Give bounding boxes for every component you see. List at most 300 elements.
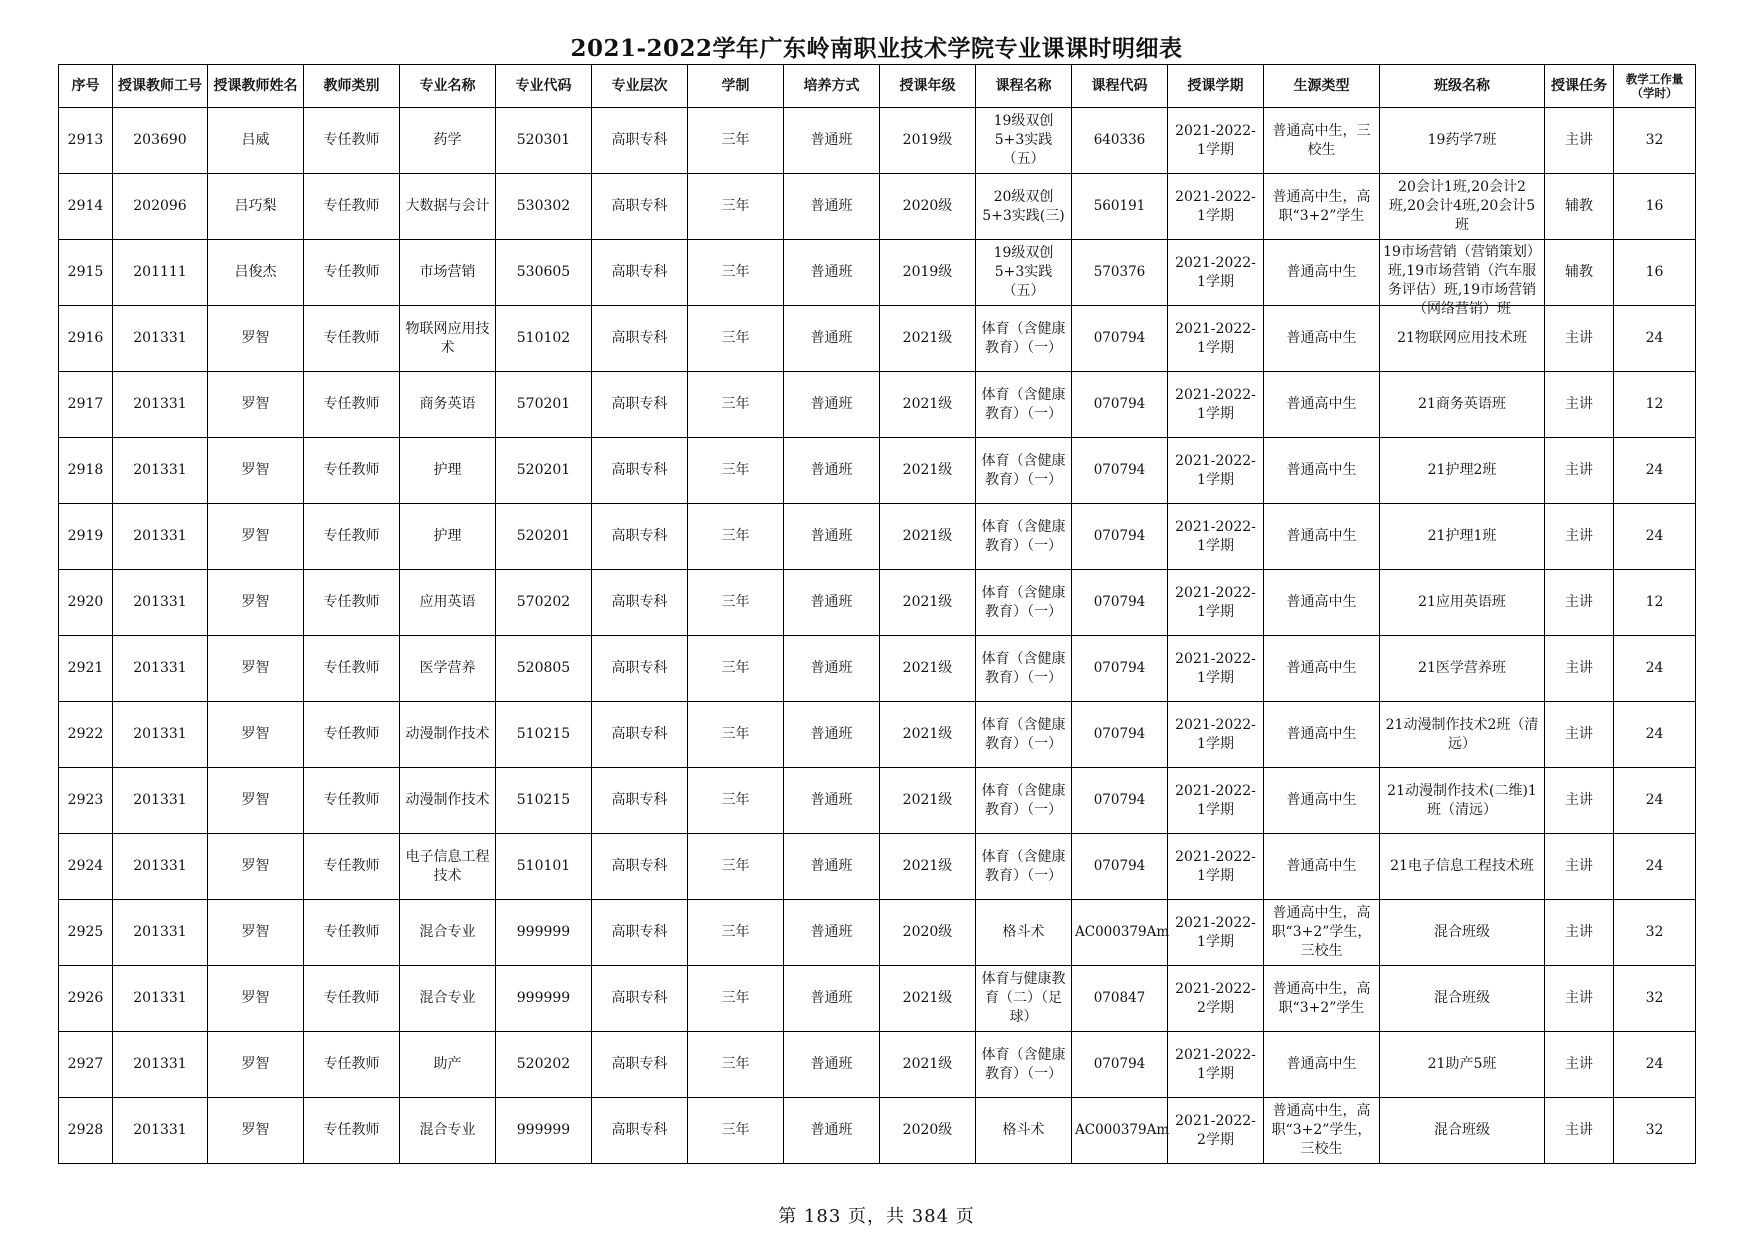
semester-cell bbox=[1168, 306, 1264, 372]
major-code-cell bbox=[496, 768, 592, 834]
teacher-id-cell bbox=[113, 570, 208, 636]
major-name-cell bbox=[400, 240, 496, 306]
cell-text: 201331 bbox=[133, 462, 187, 478]
cell-text: AC000379Am bbox=[1075, 1122, 1170, 1138]
major-code-cell bbox=[496, 372, 592, 438]
semester-cell bbox=[1168, 900, 1264, 966]
cell-text: 16 bbox=[1645, 198, 1664, 214]
table-row bbox=[59, 1098, 1696, 1164]
course-code-cell bbox=[1072, 240, 1168, 306]
teacher-type-cell bbox=[304, 636, 400, 702]
teacher-id-cell bbox=[113, 900, 208, 966]
cell-text: 混合班级 bbox=[1434, 1122, 1490, 1138]
cell-text: 2021级 bbox=[902, 858, 953, 874]
teacher-name-cell bbox=[208, 240, 304, 306]
cell-text: 主讲 bbox=[1565, 924, 1593, 940]
major-code-cell bbox=[496, 966, 592, 1032]
class-name-cell bbox=[1380, 570, 1545, 636]
training-mode-cell bbox=[784, 504, 880, 570]
class-name-cell bbox=[1380, 108, 1545, 174]
major-code-cell bbox=[496, 900, 592, 966]
cell-text: 20会计1班,20会计2班,20会计4班,20会计5班 bbox=[1388, 179, 1536, 233]
course-name-cell bbox=[976, 372, 1072, 438]
cell-text: 混合专业 bbox=[419, 924, 476, 940]
teacher-type-cell bbox=[304, 570, 400, 636]
cell-text: 普通班 bbox=[810, 264, 853, 280]
student-source-cell bbox=[1264, 372, 1380, 438]
grade-cell bbox=[880, 1098, 976, 1164]
task-cell bbox=[1545, 240, 1614, 306]
course-name-cell bbox=[976, 174, 1072, 240]
teacher-type-cell bbox=[304, 834, 400, 900]
table-row bbox=[59, 174, 1696, 240]
training-mode-cell bbox=[784, 174, 880, 240]
course-code-cell bbox=[1072, 438, 1168, 504]
major-code-cell bbox=[496, 834, 592, 900]
cell-text: 体育（含健康教育）（一） bbox=[981, 452, 1066, 488]
table-row bbox=[59, 570, 1696, 636]
cell-text: 高职专科 bbox=[611, 660, 668, 676]
cell-text: 520201 bbox=[516, 462, 571, 478]
cell-text: 罗智 bbox=[241, 858, 270, 874]
semester-cell bbox=[1168, 174, 1264, 240]
workload-cell bbox=[1614, 240, 1696, 306]
cell-text: 2021级 bbox=[902, 990, 953, 1006]
cell-text: 主讲 bbox=[1565, 726, 1593, 742]
cell-text: 201331 bbox=[133, 792, 187, 808]
cell-text: 普通高中生，三校生 bbox=[1272, 122, 1371, 158]
cell-text: 物联网应用技术 bbox=[405, 320, 490, 356]
duration-cell bbox=[688, 702, 784, 768]
cell-text: 21护理2班 bbox=[1427, 462, 1497, 478]
training-mode-cell bbox=[784, 768, 880, 834]
cell-text: 520202 bbox=[516, 1056, 571, 1072]
cell-text: 罗智 bbox=[241, 990, 270, 1006]
course-name-cell bbox=[976, 966, 1072, 1032]
seq-cell bbox=[59, 966, 113, 1032]
teacher-name-cell bbox=[208, 834, 304, 900]
cell-text: 专任教师 bbox=[323, 330, 380, 346]
cell-text: 三年 bbox=[721, 1056, 750, 1072]
cell-text: 24 bbox=[1645, 858, 1664, 874]
cell-text: 专任教师 bbox=[323, 594, 380, 610]
cell-text: 罗智 bbox=[241, 330, 270, 346]
cell-text: 070794 bbox=[1093, 528, 1146, 544]
teacher-id-cell bbox=[113, 1098, 208, 1164]
duration-cell bbox=[688, 504, 784, 570]
major-code-cell bbox=[496, 108, 592, 174]
cell-text: 辅教 bbox=[1565, 264, 1593, 280]
cell-text: 专任教师 bbox=[323, 198, 380, 214]
duration-cell bbox=[688, 438, 784, 504]
seq-cell bbox=[59, 306, 113, 372]
cell-text: 医学营养 bbox=[419, 660, 476, 676]
grade-cell bbox=[880, 900, 976, 966]
teacher-id-cell bbox=[113, 702, 208, 768]
cell-text: 24 bbox=[1645, 462, 1664, 478]
cell-text: 201331 bbox=[133, 594, 187, 610]
cell-text: 大数据与会计 bbox=[405, 198, 490, 214]
cell-text: 主讲 bbox=[1565, 528, 1593, 544]
cell-text: 普通高中生，高职“3+2”学生 bbox=[1272, 188, 1371, 224]
cell-text: 普通班 bbox=[810, 924, 853, 940]
workload-cell bbox=[1614, 306, 1696, 372]
cell-text: 三年 bbox=[721, 660, 750, 676]
cell-text: 三年 bbox=[721, 528, 750, 544]
cell-text: 24 bbox=[1645, 330, 1664, 346]
class-name-cell bbox=[1380, 768, 1545, 834]
workload-cell bbox=[1614, 570, 1696, 636]
training-mode-cell bbox=[784, 108, 880, 174]
workload-cell bbox=[1614, 1098, 1696, 1164]
task-cell bbox=[1545, 174, 1614, 240]
cell-text: 普通班 bbox=[810, 1056, 853, 1072]
cell-text: 格斗术 bbox=[1002, 924, 1045, 940]
cell-text: 普通高中生 bbox=[1286, 726, 1357, 742]
course-name-cell bbox=[976, 438, 1072, 504]
cell-text: 普通高中生，高职“3+2”学生，三校生 bbox=[1271, 1103, 1372, 1157]
column-header: 教师类别 bbox=[304, 65, 400, 108]
grade-cell bbox=[880, 174, 976, 240]
cell-text: 三年 bbox=[721, 858, 750, 874]
cell-text: 混合专业 bbox=[419, 990, 476, 1006]
major-level-cell bbox=[592, 834, 688, 900]
grade-cell bbox=[880, 966, 976, 1032]
table-row bbox=[59, 108, 1696, 174]
cell-text: 高职专科 bbox=[611, 1122, 668, 1138]
course-name-cell bbox=[976, 306, 1072, 372]
cell-text: 三年 bbox=[721, 330, 750, 346]
cell-text: 普通班 bbox=[810, 132, 853, 148]
cell-text: 2914 bbox=[67, 198, 104, 214]
cell-text: 32 bbox=[1645, 1122, 1664, 1138]
cell-text: 2927 bbox=[67, 1056, 104, 1072]
seq-cell bbox=[59, 438, 113, 504]
duration-cell bbox=[688, 966, 784, 1032]
cell-text: 罗智 bbox=[241, 792, 270, 808]
cell-text: 主讲 bbox=[1565, 132, 1593, 148]
course-code-cell bbox=[1072, 636, 1168, 702]
cell-text: 主讲 bbox=[1565, 594, 1593, 610]
major-level-cell bbox=[592, 372, 688, 438]
teacher-id-cell bbox=[113, 768, 208, 834]
column-header: 序号 bbox=[59, 65, 113, 108]
cell-text: 混合班级 bbox=[1434, 924, 1490, 940]
cell-text: 主讲 bbox=[1565, 1122, 1593, 1138]
major-level-cell bbox=[592, 174, 688, 240]
cell-text: 070794 bbox=[1093, 858, 1146, 874]
cell-text: 三年 bbox=[721, 792, 750, 808]
teacher-id-cell bbox=[113, 966, 208, 1032]
grade-cell bbox=[880, 372, 976, 438]
teacher-name-cell bbox=[208, 966, 304, 1032]
cell-text: 2916 bbox=[67, 330, 104, 346]
semester-cell bbox=[1168, 702, 1264, 768]
cell-text: 12 bbox=[1645, 396, 1664, 412]
cell-text: 普通班 bbox=[810, 528, 853, 544]
teacher-type-cell bbox=[304, 966, 400, 1032]
major-name-cell bbox=[400, 570, 496, 636]
course-code-cell bbox=[1072, 900, 1168, 966]
course-code-cell bbox=[1072, 768, 1168, 834]
teacher-type-cell bbox=[304, 438, 400, 504]
grade-cell bbox=[880, 1032, 976, 1098]
major-name-cell bbox=[400, 1032, 496, 1098]
cell-text: 普通班 bbox=[810, 462, 853, 478]
cell-text: 吕巧梨 bbox=[234, 198, 277, 214]
workload-cell bbox=[1614, 174, 1696, 240]
course-name-cell bbox=[976, 1098, 1072, 1164]
column-header: 课程名称 bbox=[976, 65, 1072, 108]
cell-text: 570376 bbox=[1093, 264, 1146, 280]
course-code-cell bbox=[1072, 702, 1168, 768]
cell-text: 高职专科 bbox=[611, 1056, 668, 1072]
major-name-cell bbox=[400, 768, 496, 834]
major-level-cell bbox=[592, 570, 688, 636]
cell-text: 2021-2022-1学期 bbox=[1175, 914, 1256, 950]
seq-cell bbox=[59, 570, 113, 636]
teacher-name-cell bbox=[208, 768, 304, 834]
major-code-cell bbox=[496, 636, 592, 702]
task-cell bbox=[1545, 372, 1614, 438]
student-source-cell bbox=[1264, 174, 1380, 240]
major-name-cell bbox=[400, 636, 496, 702]
cell-text: 2020级 bbox=[902, 924, 953, 940]
major-level-cell bbox=[592, 108, 688, 174]
cell-text: 市场营销 bbox=[419, 264, 476, 280]
cell-text: 三年 bbox=[721, 462, 750, 478]
teacher-name-cell bbox=[208, 1032, 304, 1098]
seq-cell bbox=[59, 504, 113, 570]
cell-text: 2021-2022-1学期 bbox=[1175, 254, 1256, 290]
task-cell bbox=[1545, 108, 1614, 174]
training-mode-cell bbox=[784, 570, 880, 636]
cell-text: 070794 bbox=[1093, 462, 1146, 478]
task-cell bbox=[1545, 636, 1614, 702]
cell-text: 专任教师 bbox=[323, 858, 380, 874]
semester-cell bbox=[1168, 240, 1264, 306]
cell-text: 吕威 bbox=[241, 132, 270, 148]
cell-text: 专任教师 bbox=[323, 792, 380, 808]
cell-text: 应用英语 bbox=[419, 594, 476, 610]
grade-cell bbox=[880, 240, 976, 306]
cell-text: 三年 bbox=[721, 264, 750, 280]
class-name-cell bbox=[1380, 1032, 1545, 1098]
teacher-name-cell bbox=[208, 900, 304, 966]
cell-text: 普通班 bbox=[810, 990, 853, 1006]
page-title: 2021-2022学年广东岭南职业技术学院专业课课时明细表 bbox=[570, 35, 1183, 62]
cell-text: AC000379Am bbox=[1075, 924, 1170, 940]
cell-text: 2021-2022-1学期 bbox=[1175, 584, 1256, 620]
cell-text: 主讲 bbox=[1565, 792, 1593, 808]
class-name-cell bbox=[1380, 1098, 1545, 1164]
grade-cell bbox=[880, 438, 976, 504]
cell-text: 混合班级 bbox=[1434, 990, 1490, 1006]
major-level-cell bbox=[592, 900, 688, 966]
student-source-cell bbox=[1264, 438, 1380, 504]
major-level-cell bbox=[592, 240, 688, 306]
student-source-cell bbox=[1264, 636, 1380, 702]
course-code-cell bbox=[1072, 108, 1168, 174]
cell-text: 高职专科 bbox=[611, 462, 668, 478]
cell-text: 专任教师 bbox=[323, 990, 380, 1006]
task-cell bbox=[1545, 306, 1614, 372]
cell-text: 高职专科 bbox=[611, 990, 668, 1006]
course-name-cell bbox=[976, 1032, 1072, 1098]
teacher-id-cell bbox=[113, 504, 208, 570]
student-source-cell bbox=[1264, 1098, 1380, 1164]
table-row bbox=[59, 768, 1696, 834]
course-name-cell bbox=[976, 702, 1072, 768]
cell-text: 070794 bbox=[1093, 330, 1146, 346]
cell-text: 专任教师 bbox=[323, 462, 380, 478]
cell-text: 普通高中生 bbox=[1286, 792, 1357, 808]
seq-cell bbox=[59, 1032, 113, 1098]
cell-text: 体育（含健康教育）（一） bbox=[981, 320, 1066, 356]
training-mode-cell bbox=[784, 1032, 880, 1098]
cell-text: 普通高中生 bbox=[1286, 1056, 1357, 1072]
cell-text: 2020级 bbox=[902, 198, 953, 214]
duration-cell bbox=[688, 834, 784, 900]
cell-text: 21商务英语班 bbox=[1418, 396, 1506, 412]
class-name-cell bbox=[1380, 636, 1545, 702]
cell-text: 高职专科 bbox=[611, 198, 668, 214]
course-code-cell bbox=[1072, 1098, 1168, 1164]
course-code-cell bbox=[1072, 966, 1168, 1032]
class-name-cell bbox=[1380, 504, 1545, 570]
cell-text: 混合专业 bbox=[419, 1122, 476, 1138]
cell-text: 21助产5班 bbox=[1427, 1056, 1497, 1072]
major-name-cell bbox=[400, 900, 496, 966]
cell-text: 高职专科 bbox=[611, 396, 668, 412]
column-header: 授课学期 bbox=[1168, 65, 1264, 108]
semester-cell bbox=[1168, 504, 1264, 570]
cell-text: 三年 bbox=[721, 726, 750, 742]
column-header: 学制 bbox=[688, 65, 784, 108]
cell-text: 2021级 bbox=[902, 792, 953, 808]
duration-cell bbox=[688, 636, 784, 702]
column-header: 专业层次 bbox=[592, 65, 688, 108]
cell-text: 2021级 bbox=[902, 462, 953, 478]
cell-text: 专任教师 bbox=[323, 264, 380, 280]
cell-text: 203690 bbox=[133, 132, 187, 148]
cell-text: 专任教师 bbox=[323, 528, 380, 544]
student-source-cell bbox=[1264, 240, 1380, 306]
training-mode-cell bbox=[784, 966, 880, 1032]
teacher-id-cell bbox=[113, 1032, 208, 1098]
cell-text: 520805 bbox=[516, 660, 571, 676]
cell-text: 普通班 bbox=[810, 726, 853, 742]
major-level-cell bbox=[592, 768, 688, 834]
cell-text: 电子信息工程技术 bbox=[405, 848, 490, 884]
cell-text: 201331 bbox=[133, 726, 187, 742]
major-level-cell bbox=[592, 504, 688, 570]
column-header: 授课教师姓名 bbox=[208, 65, 304, 108]
student-source-cell bbox=[1264, 108, 1380, 174]
duration-cell bbox=[688, 1032, 784, 1098]
major-code-cell bbox=[496, 438, 592, 504]
cell-text: 2921 bbox=[67, 660, 104, 676]
teacher-id-cell bbox=[113, 372, 208, 438]
student-source-cell bbox=[1264, 768, 1380, 834]
major-name-cell bbox=[400, 438, 496, 504]
cell-text: 2925 bbox=[67, 924, 104, 940]
duration-cell bbox=[688, 372, 784, 438]
cell-text: 2922 bbox=[67, 726, 104, 742]
cell-text: 护理 bbox=[433, 462, 462, 478]
cell-text: 动漫制作技术 bbox=[405, 726, 490, 742]
cell-text: 普通班 bbox=[810, 858, 853, 874]
cell-text: 罗智 bbox=[241, 1122, 270, 1138]
cell-text: 201331 bbox=[133, 990, 187, 1006]
teacher-type-cell bbox=[304, 372, 400, 438]
cell-text: 2020级 bbox=[902, 1122, 953, 1138]
cell-text: 2021-2022-1学期 bbox=[1175, 1046, 1256, 1082]
teacher-id-cell bbox=[113, 174, 208, 240]
class-name-cell bbox=[1380, 372, 1545, 438]
semester-cell bbox=[1168, 108, 1264, 174]
grade-cell bbox=[880, 504, 976, 570]
course-code-cell bbox=[1072, 1032, 1168, 1098]
cell-text: 主讲 bbox=[1565, 660, 1593, 676]
cell-text: 201331 bbox=[133, 924, 187, 940]
teacher-name-cell bbox=[208, 570, 304, 636]
major-code-cell bbox=[496, 1032, 592, 1098]
cell-text: 高职专科 bbox=[611, 792, 668, 808]
cell-text: 2915 bbox=[67, 264, 104, 280]
teacher-name-cell bbox=[208, 636, 304, 702]
cell-text: 21护理1班 bbox=[1427, 528, 1497, 544]
cell-text: 19市场营销（营销策划）班,19市场营销（汽车服务评估）班,19市场营销（网络营销）班 bbox=[1383, 243, 1541, 317]
cell-text: 21医学营养班 bbox=[1418, 660, 1506, 676]
student-source-cell bbox=[1264, 966, 1380, 1032]
workload-cell bbox=[1614, 900, 1696, 966]
cell-text: 专任教师 bbox=[323, 660, 380, 676]
semester-cell bbox=[1168, 834, 1264, 900]
cell-text: 体育（含健康教育）（一） bbox=[981, 716, 1066, 752]
cell-text: 201331 bbox=[133, 528, 187, 544]
major-level-cell bbox=[592, 636, 688, 702]
cell-text: 21电子信息工程技术班 bbox=[1390, 858, 1534, 874]
table-row bbox=[59, 372, 1696, 438]
grade-cell bbox=[880, 570, 976, 636]
cell-text: 罗智 bbox=[241, 726, 270, 742]
cell-text: 070794 bbox=[1093, 1056, 1146, 1072]
training-mode-cell bbox=[784, 306, 880, 372]
cell-text: 21物联网应用技术班 bbox=[1397, 330, 1527, 346]
cell-text: 530302 bbox=[516, 198, 571, 214]
task-cell bbox=[1545, 702, 1614, 768]
course-code-cell bbox=[1072, 372, 1168, 438]
cell-text: 高职专科 bbox=[611, 330, 668, 346]
cell-text: 24 bbox=[1645, 528, 1664, 544]
cell-text: 普通班 bbox=[810, 1122, 853, 1138]
major-code-cell bbox=[496, 702, 592, 768]
cell-text: 2021-2022-2学期 bbox=[1175, 980, 1256, 1016]
duration-cell bbox=[688, 900, 784, 966]
workload-cell bbox=[1614, 108, 1696, 174]
training-mode-cell bbox=[784, 702, 880, 768]
class-name-cell bbox=[1380, 240, 1545, 317]
cell-text: 普通高中生 bbox=[1286, 330, 1357, 346]
cell-text: 专任教师 bbox=[323, 396, 380, 412]
training-mode-cell bbox=[784, 438, 880, 504]
cell-text: 普通高中生，高职“3+2”学生 bbox=[1272, 980, 1371, 1016]
teacher-name-cell bbox=[208, 306, 304, 372]
column-header: 生源类型 bbox=[1264, 65, 1380, 108]
table-row bbox=[59, 966, 1696, 1032]
grade-cell bbox=[880, 636, 976, 702]
